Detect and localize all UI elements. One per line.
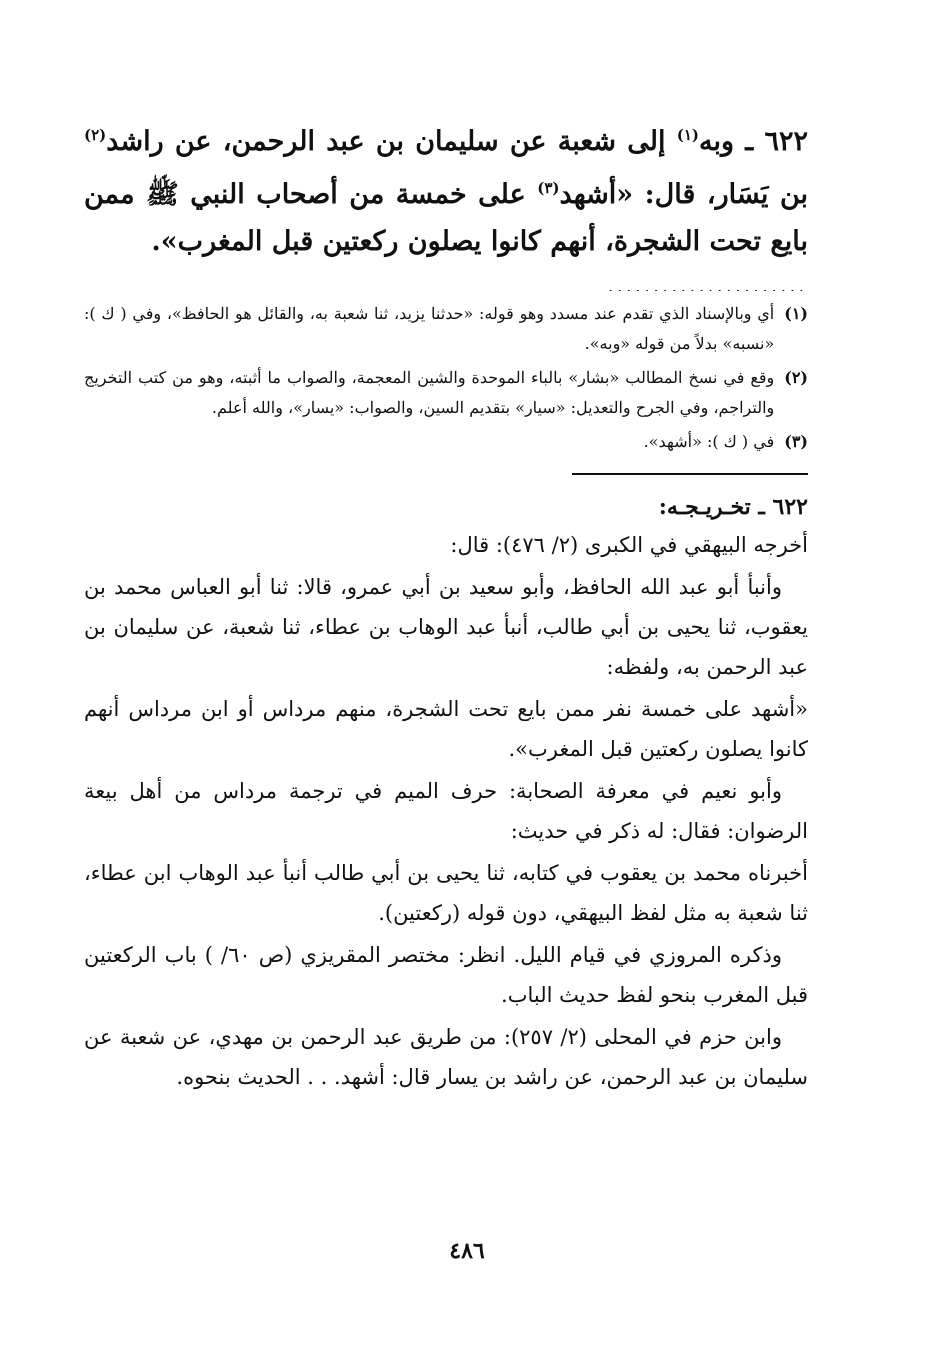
page-number: ٤٨٦ <box>449 1238 485 1264</box>
takhrij-paragraph: وذكره المروزي في قيام الليل. انظر: مختصر المقريزي (ص ٦٠/ ) باب الركعتين قبل المغرب بنحو لفظ حديث الباب. <box>84 943 808 1007</box>
footnote-text: في ( ك ): «أشهد». <box>643 432 775 451</box>
takhrij-paragraph: وابن حزم في المحلى (٢/ ٢٥٧): من طريق عبد الرحمن بن مهدي، عن شعبة عن سليمان بن عبد الرحمن، عن راشد بن يسار قال: أشهد. . . الحديث بنحوه. <box>84 1025 808 1089</box>
takhrij-section <box>84 525 808 1097</box>
footnote-ref-1[interactable]: (١) <box>676 126 700 144</box>
footnote-1 <box>84 299 808 359</box>
footnote-text: وقع في نسخ المطالب «بشار» بالباء الموحدة والشين المعجمة، والصواب ما أثبته، وهو من كتب التخريج والتراجم، وفي الجرح والتعديل: «سيار» بتقديم السين، والصواب: «يسار»، والله أعلم. <box>84 368 775 417</box>
section-divider <box>572 473 808 475</box>
main-hadith-text <box>84 112 808 265</box>
hadith-text-part: ٦٢٢ ـ وبه <box>699 126 808 157</box>
hadith-text-part: بن يَسَار، قال: «أشهد <box>559 179 809 210</box>
takhrij-paragraph: وأبو نعيم في معرفة الصحابة: حرف الميم في ترجمة مرداس من أهل بيعة الرضوان: فقال: له ذكر في حديث: <box>84 779 808 843</box>
takhrij-paragraph: وأنبأ أبو عبد الله الحافظ، وأبو سعيد بن أبي عمرو، قالا: ثنا أبو العباس محمد بن يعقوب، ثنا يحيى بن أبي طالب، أنبأ عبد الوهاب بن عطاء، ثنا شعبة، عن سليمان بن عبد الرحمن به، ولفظه: <box>84 575 808 679</box>
takhrij-paragraph: أخرجه البيهقي في الكبرى (٢/ ٤٧٦): قال: <box>450 533 808 557</box>
footnote-text: أي وبالإسناد الذي تقدم عند مسدد وهو قوله: «حدثنا يزيد، ثنا شعبة به، والقائل هو الحافظ»، وفي ( ك ): «نسبه» بدلاً من قوله «وبه». <box>84 304 775 353</box>
takhrij-paragraph: «أشهد على خمسة نفر ممن بايع تحت الشجرة، منهم مرداس أو ابن مرداس أنهم كانوا يصلون ركعتين قبل المغرب». <box>84 697 808 761</box>
dotted-separator: ...................... <box>608 277 808 291</box>
takhrij-paragraph: أخبرناه محمد بن يعقوب في كتابه، ثنا يحيى بن أبي طالب أنبأ عبد الوهاب ابن عطاء، ثنا شعبة به مثل لفظ البيهقي، دون قوله (ركعتين). <box>84 861 808 925</box>
page-body <box>84 112 808 1099</box>
takhrij-heading: ٦٢٢ ـ تخـريـجـه: <box>658 494 808 520</box>
hadith-text-part: إلى شعبة عن سليمان بن عبد الرحمن، عن راشد <box>106 126 677 157</box>
footnote-3 <box>84 427 808 457</box>
footnote-number: (٣) <box>784 432 808 451</box>
footnotes-section <box>84 299 808 457</box>
footnote-number: (١) <box>784 304 808 323</box>
footnote-ref-3[interactable]: (٣) <box>537 179 560 197</box>
footnote-number: (٢) <box>784 368 808 387</box>
footnote-ref-2[interactable]: (٢) <box>84 126 107 144</box>
footnote-2 <box>84 363 808 423</box>
hadith-text-part: على خمسة من أصحاب النبي ﷺ ممن بايع تحت الشجرة، أنهم كانوا يصلون ركعتين قبل المغرب». <box>84 179 808 257</box>
